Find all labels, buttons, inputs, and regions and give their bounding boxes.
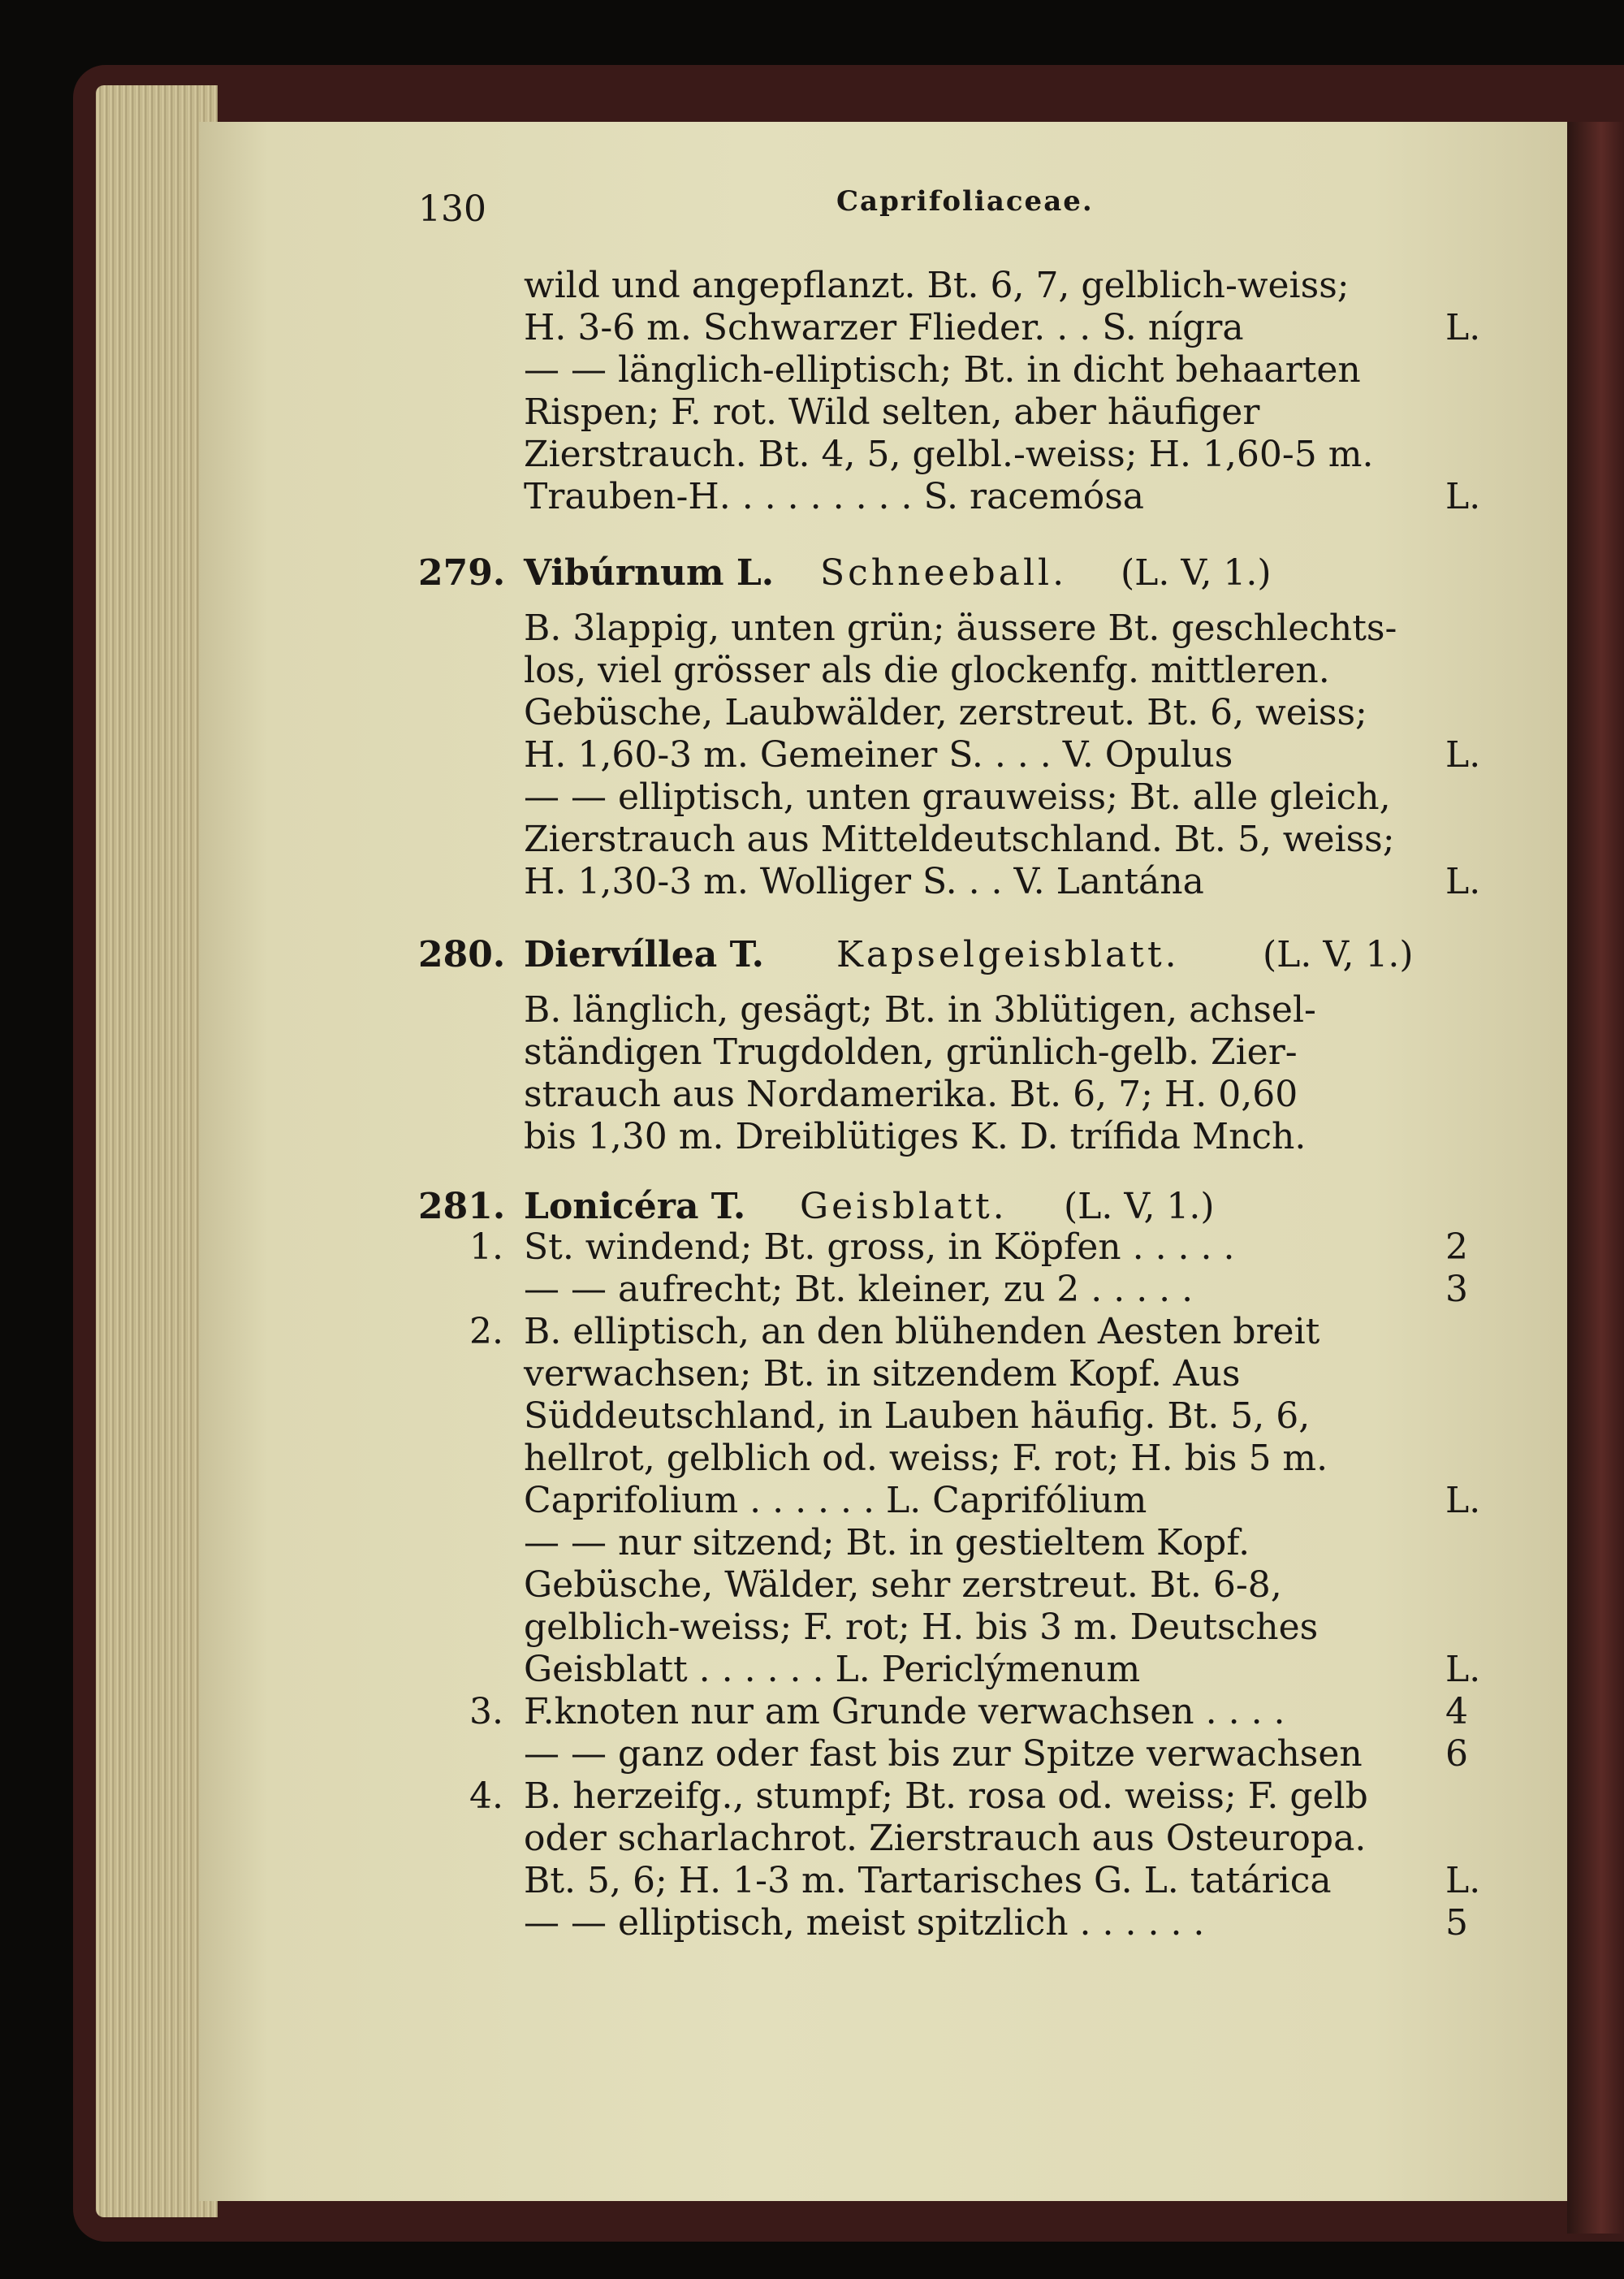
- key-text: B. elliptisch, an den blühenden Aesten breit: [524, 1311, 1320, 1352]
- text-line: B. länglich, gesägt; Bt. in 3blütigen, achsel-: [524, 989, 1316, 1031]
- key-text: Bt. 5, 6; H. 1-3 m. Tartarisches G. L. tatárica: [524, 1860, 1332, 1901]
- genus-heading: Lonicéra T.: [524, 1186, 746, 1227]
- key-text: verwachsen; Bt. in sitzendem Kopf. Aus: [524, 1353, 1241, 1395]
- key-target: 5: [1445, 1902, 1468, 1944]
- key-text: oder scharlachrot. Zierstrauch aus Osteuropa.: [524, 1818, 1367, 1859]
- text-line: H. 1,30-3 m. Wolliger S. . . V. Lantána: [524, 861, 1204, 902]
- running-title: Caprifoliaceae.: [836, 185, 1094, 218]
- key-text: Caprifolium . . . . . . L. Caprifólium: [524, 1480, 1147, 1521]
- text-line: Zierstrauch. Bt. 4, 5, gelbl.-weiss; H. 1,60-5 m.: [524, 434, 1374, 475]
- author-abbrev: L.: [1445, 307, 1481, 348]
- common-name: Kapselgeisblatt.: [836, 934, 1180, 975]
- key-target: 4: [1445, 1691, 1468, 1732]
- key-text: Süddeutschland, in Lauben häufig. Bt. 5, 6,: [524, 1395, 1311, 1437]
- text-line: Gebüsche, Laubwälder, zerstreut. Bt. 6, weiss;: [524, 692, 1367, 733]
- key-target: L.: [1445, 1860, 1481, 1901]
- linnaean-ref: (L. V, 1.): [1263, 934, 1414, 975]
- key-text: — — elliptisch, meist spitzlich . . . . . .: [524, 1902, 1205, 1944]
- key-text: Geisblatt . . . . . . L. Periclýmenum: [524, 1649, 1141, 1690]
- text-line: H. 3-6 m. Schwarzer Flieder. . . S. nígra: [524, 307, 1244, 348]
- text-line: bis 1,30 m. Dreiblütiges K. D. trífida Mnch.: [524, 1116, 1307, 1157]
- key-target: L.: [1445, 1480, 1481, 1521]
- key-number: 2.: [469, 1311, 503, 1352]
- genus-number: 281.: [418, 1186, 506, 1227]
- linnaean-ref: (L. V, 1.): [1121, 552, 1272, 594]
- text-line: — — länglich-elliptisch; Bt. in dicht behaarten: [524, 349, 1361, 391]
- key-text: hellrot, gelblich od. weiss; F. rot; H. bis 5 m.: [524, 1438, 1328, 1479]
- key-number: 3.: [469, 1691, 503, 1732]
- text-line: Rispen; F. rot. Wild selten, aber häufiger: [524, 391, 1260, 433]
- book-spine: [1567, 122, 1624, 2234]
- genus-heading: Diervíllea T.: [524, 934, 764, 975]
- author-abbrev: L.: [1445, 734, 1481, 776]
- text-line: ständigen Trugdolden, grünlich-gelb. Zier-: [524, 1031, 1298, 1073]
- genus-number: 279.: [418, 552, 506, 594]
- key-target: 6: [1445, 1733, 1468, 1775]
- common-name: Geisblatt.: [800, 1186, 1008, 1227]
- key-text: St. windend; Bt. gross, in Köpfen . . . . .: [524, 1226, 1235, 1268]
- text-line: H. 1,60-3 m. Gemeiner S. . . . V. Opulus: [524, 734, 1233, 776]
- key-text: gelblich-weiss; F. rot; H. bis 3 m. Deutsches: [524, 1607, 1319, 1648]
- key-text: F.knoten nur am Grunde verwachsen . . . .: [524, 1691, 1285, 1732]
- key-text: — — nur sitzend; Bt. in gestieltem Kopf.: [524, 1522, 1250, 1563]
- text-line: los, viel grösser als die glockenfg. mittleren.: [524, 650, 1330, 691]
- text-line: Zierstrauch aus Mitteldeutschland. Bt. 5, weiss;: [524, 819, 1395, 860]
- genus-heading: Vibúrnum L.: [524, 552, 775, 594]
- author-abbrev: L.: [1445, 476, 1481, 517]
- linnaean-ref: (L. V, 1.): [1064, 1186, 1215, 1227]
- text-line: wild und angepflanzt. Bt. 6, 7, gelblich-weiss;: [524, 265, 1350, 306]
- text-line: Trauben-H. . . . . . . . . S. racemósa: [524, 476, 1145, 517]
- genus-number: 280.: [418, 934, 506, 975]
- text-line: B. 3lappig, unten grün; äussere Bt. geschlechts-: [524, 608, 1397, 649]
- key-target: L.: [1445, 1649, 1481, 1690]
- text-line: strauch aus Nordamerika. Bt. 6, 7; H. 0,60: [524, 1074, 1298, 1115]
- key-text: — — ganz oder fast bis zur Spitze verwachsen: [524, 1733, 1363, 1775]
- common-name: Schneeball.: [820, 552, 1068, 594]
- key-text: — — aufrecht; Bt. kleiner, zu 2 . . . . .: [524, 1269, 1194, 1310]
- key-text: Gebüsche, Wälder, sehr zerstreut. Bt. 6-8,: [524, 1564, 1282, 1606]
- author-abbrev: L.: [1445, 861, 1481, 902]
- key-target: 2: [1445, 1226, 1468, 1268]
- key-target: 3: [1445, 1269, 1468, 1310]
- key-number: 4.: [469, 1775, 503, 1817]
- key-text: B. herzeifg., stumpf; Bt. rosa od. weiss; F. gelb: [524, 1775, 1368, 1817]
- text-line: — — elliptisch, unten grauweiss; Bt. alle gleich,: [524, 776, 1391, 818]
- key-number: 1.: [469, 1226, 503, 1268]
- page-number: 130: [418, 188, 486, 230]
